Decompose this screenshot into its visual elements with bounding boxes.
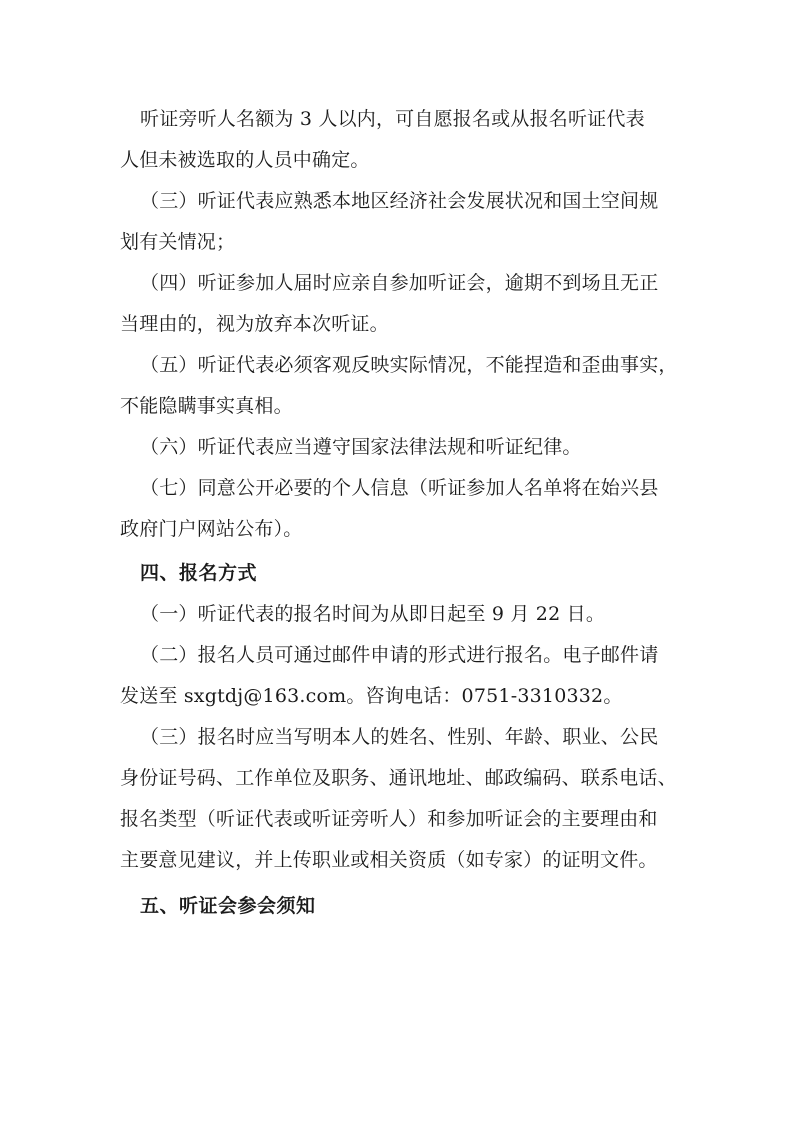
paragraph-line: （三）听证代表应熟悉本地区经济社会发展状况和国土空间规 [140, 190, 659, 212]
paragraph-line: （三）报名时应当写明本人的姓名、性别、年龄、职业、公民 [140, 726, 659, 748]
paragraph-line: 听证旁听人名额为 3 人以内，可自愿报名或从报名听证代表 [140, 108, 645, 130]
paragraph-line: 划有关情况； [120, 231, 236, 253]
paragraph-line: （七）同意公开必要的个人信息（听证参加人名单将在始兴县 [140, 477, 659, 499]
paragraph-line: 主要意见建议，并上传职业或相关资质（如专家）的证明文件。 [120, 849, 658, 871]
section-heading-attendance-notes: 五、听证会参会须知 [140, 895, 316, 917]
paragraph-line: 人但未被选取的人员中确定。 [120, 149, 370, 171]
paragraph-line: 不能隐瞒事实真相。 [120, 395, 293, 417]
paragraph-line: 发送至 sxgtdj@163.com。咨询电话：0751-3310332。 [120, 685, 623, 707]
paragraph-line: （一）听证代表的报名时间为从即日起至 9 月 22 日。 [140, 603, 606, 625]
section-heading-registration: 四、报名方式 [140, 562, 258, 584]
paragraph-line: （六）听证代表应当遵守国家法律法规和听证纪律。 [140, 436, 582, 458]
paragraph-line: 身份证号码、工作单位及职务、通讯地址、邮政编码、联系电话、 [120, 767, 677, 789]
paragraph-line: 政府门户网站公布）。 [120, 518, 303, 540]
paragraph-line: 报名类型（听证代表或听证旁听人）和参加听证会的主要理由和 [120, 808, 658, 830]
paragraph-line: 当理由的，视为放弃本次听证。 [120, 313, 389, 335]
paragraph-line: （四）听证参加人届时应亲自参加听证会，逾期不到场且无正 [140, 272, 659, 294]
paragraph-line: （五）听证代表必须客观反映实际情况，不能捏造和歪曲事实， [140, 354, 678, 376]
paragraph-line: （二）报名人员可通过邮件申请的形式进行报名。电子邮件请 [140, 644, 659, 666]
